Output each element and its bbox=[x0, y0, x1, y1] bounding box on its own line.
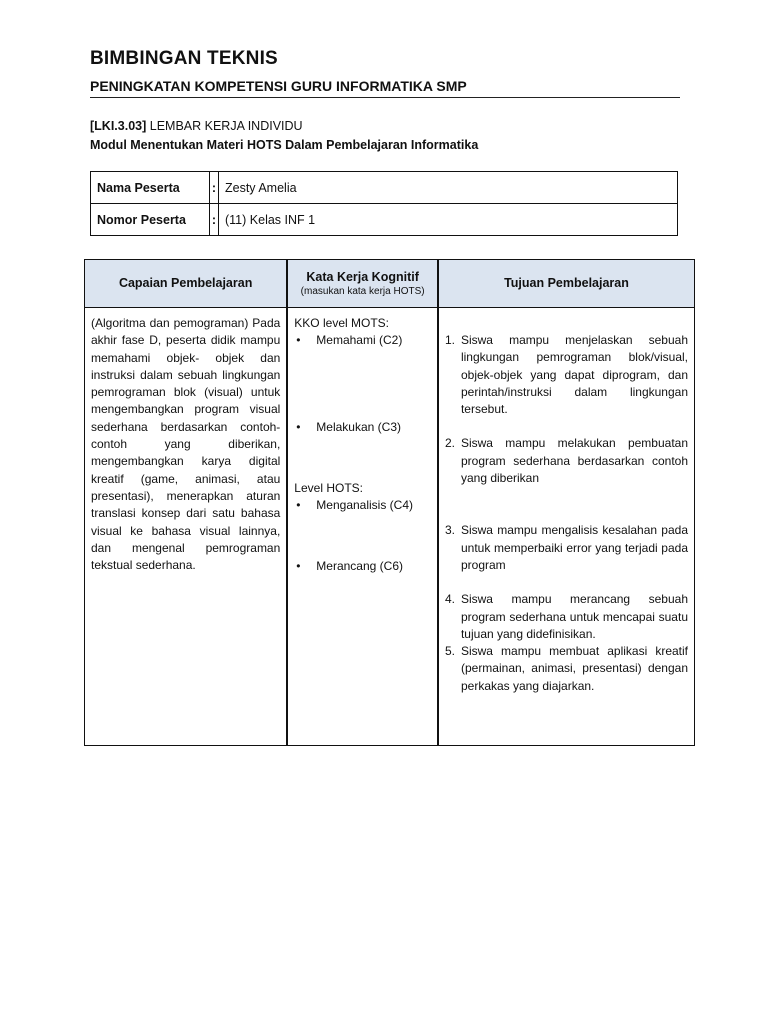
participant-name-label: Nama Peserta bbox=[91, 172, 210, 204]
worksheet-module: Modul Menentukan Materi HOTS Dalam Pembelajaran Informatika bbox=[90, 138, 479, 152]
document-title: BIMBINGAN TEKNIS bbox=[90, 48, 278, 69]
tujuan-item bbox=[445, 522, 688, 574]
participant-name-row bbox=[91, 172, 678, 204]
kko-item-label: Menganalisis (C4) bbox=[316, 498, 413, 513]
capaian-cell bbox=[85, 308, 288, 746]
tujuan-text: Siswa mampu melakukan pembuatan program sederhana berdasarkan contoh yang diberikan bbox=[460, 436, 688, 486]
kko-item bbox=[294, 419, 431, 436]
tujuan-text: Siswa mampu merancang sebuah program sederhana untuk mencapai suatu tujuan yang didefinisikan. bbox=[460, 592, 688, 641]
tujuan-number: 1. bbox=[444, 333, 455, 347]
tujuan-text: Siswa mampu menjelaskan sebuah lingkungan pemrograman blok/visual, objek-objek yang dapat diprogram, dan perintah/instruksi dalam lingkungan tersebut. bbox=[460, 333, 688, 417]
tujuan-item bbox=[445, 591, 688, 643]
bullet-icon: • bbox=[296, 498, 301, 513]
separator: : bbox=[210, 172, 219, 204]
participant-table bbox=[90, 171, 678, 236]
tujuan-item bbox=[445, 643, 688, 695]
kko-item bbox=[294, 497, 431, 514]
tujuan-cell bbox=[438, 308, 695, 746]
learning-table-body bbox=[85, 308, 695, 746]
tujuan-item bbox=[445, 332, 688, 418]
tujuan-text: Siswa mampu mengalisis kesalahan pada untuk memperbaiki error yang terjadi pada program bbox=[460, 523, 688, 572]
worksheet-code bbox=[90, 119, 303, 133]
kko-mots-heading: KKO level MOTS: bbox=[294, 316, 389, 330]
kko-cell bbox=[287, 308, 438, 746]
bullet-icon: • bbox=[296, 419, 301, 434]
header-kko-title: Kata Kerja Kognitif bbox=[306, 269, 419, 284]
kko-item bbox=[294, 558, 431, 575]
tujuan-text: Siswa mampu membuat aplikasi kreatif (permainan, animasi, presentasi) dengan perkakas yang diajarkan. bbox=[460, 644, 688, 693]
participant-number-label: Nomor Peserta bbox=[91, 204, 210, 236]
header-kko bbox=[287, 260, 438, 308]
document-subtitle: PENINGKATAN KOMPETENSI GURU INFORMATIKA SMP bbox=[90, 78, 467, 94]
kko-hots-heading: Level HOTS: bbox=[294, 480, 363, 495]
kko-item-label: Merancang (C6) bbox=[316, 559, 403, 574]
header-divider bbox=[90, 97, 680, 98]
learning-table bbox=[84, 259, 695, 746]
participant-number-value: (11) Kelas INF 1 bbox=[219, 204, 678, 236]
tujuan-number: 5. bbox=[444, 644, 455, 659]
tujuan-number: 3. bbox=[444, 523, 455, 538]
header-kko-subtitle: (masukan kata kerja HOTS) bbox=[300, 286, 425, 298]
capaian-text: (Algoritma dan pemograman) Pada akhir fase D, peserta didik mampu memahami objek- objek dan instruksi dalam sebuah lingkungan pemrograman blok (visual) untuk mengembangkan program visual sederhana berdasarkan contoh-contoh yang diberikan, mengembangkan karya digital kreatif (game, animasi, atau presentasi), menerapkan aturan translasi konsep dari satu bahasa visual ke bahasa visual lainnya, dan mengenal pemrograman tekstual sederhana. bbox=[91, 316, 281, 573]
tujuan-item bbox=[445, 435, 688, 487]
header-capaian: Capaian Pembelajaran bbox=[85, 260, 288, 308]
learning-table-header bbox=[85, 260, 695, 308]
tujuan-number: 2. bbox=[444, 436, 455, 451]
header-tujuan: Tujuan Pembelajaran bbox=[438, 260, 695, 308]
participant-number-row bbox=[91, 204, 678, 236]
participant-name-value: Zesty Amelia bbox=[219, 172, 678, 204]
tujuan-number: 4. bbox=[444, 592, 455, 607]
worksheet-code-id: [LKI.3.03] bbox=[90, 119, 147, 133]
bullet-icon: • bbox=[296, 559, 301, 574]
kko-item-label: Memahami (C2) bbox=[316, 333, 403, 348]
worksheet-code-title: LEMBAR KERJA INDIVIDU bbox=[146, 119, 303, 133]
bullet-icon: • bbox=[296, 333, 301, 348]
kko-item-label: Melakukan (C3) bbox=[316, 419, 401, 434]
kko-item bbox=[294, 332, 431, 349]
separator: : bbox=[210, 204, 219, 236]
